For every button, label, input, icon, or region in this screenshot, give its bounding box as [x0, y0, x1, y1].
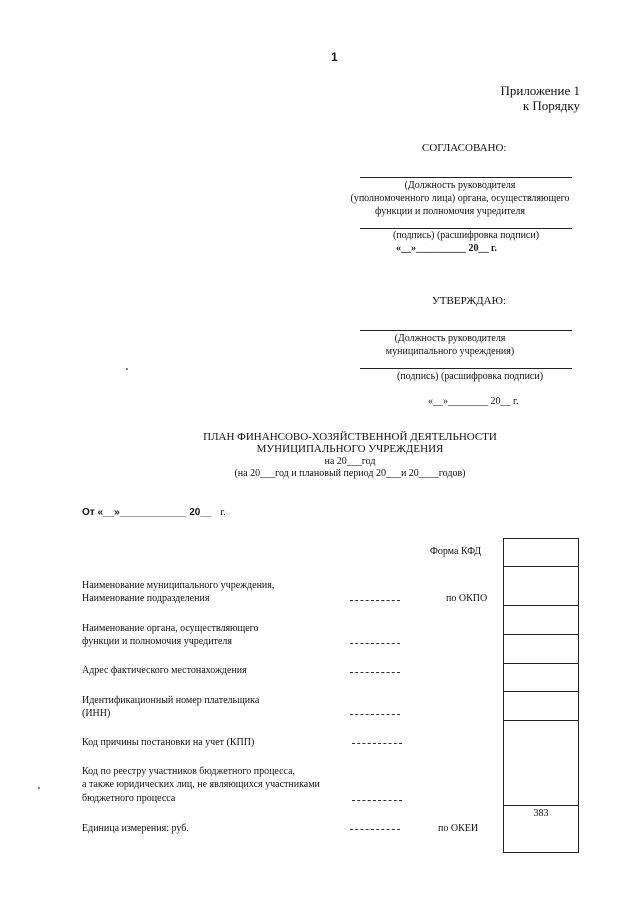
field-value-line — [350, 600, 400, 601]
appendix-line-1: Приложение 1 — [500, 83, 580, 98]
agreed-position-caption-3: функции и полномочия учредителя — [375, 206, 525, 217]
date-from-prefix: От «__»____________ 20__ — [82, 507, 212, 518]
approved-signature-caption: (подпись) (расшифровка подписи) — [396, 371, 544, 382]
field-label: Наименование подразделения — [82, 593, 210, 604]
agreed-position-line — [360, 177, 572, 178]
approved-position-caption-2: муниципального учреждения) — [385, 346, 515, 357]
approved-signature-line — [360, 368, 572, 369]
agreed-position-caption-1: (Должность руководителя — [404, 180, 516, 191]
date-from-suffix: г. — [220, 507, 226, 518]
okei-label: по ОКЕИ — [438, 823, 479, 834]
scan-dot — [38, 787, 40, 789]
form-label: Форма КФД — [430, 546, 482, 557]
field-value-line — [352, 800, 402, 801]
field-label: (ИНН) — [82, 708, 111, 719]
approved-position-caption-1: (Должность руководителя — [394, 333, 506, 344]
appendix-line-2: к Порядку — [522, 98, 580, 113]
field-label: функции и полномочия учредителя — [82, 636, 232, 647]
date-from — [82, 507, 226, 518]
agreed-position-caption-2: (уполномоченного лица) органа, осуществляющего — [350, 193, 570, 204]
scan-dot — [126, 368, 128, 370]
approved-position-line — [360, 330, 572, 331]
codes-row-divider — [503, 805, 579, 806]
field-value-line — [350, 829, 400, 830]
field-value-line — [350, 672, 400, 673]
agreed-date: «__»__________ 20__ г. — [396, 243, 497, 254]
field-label: Единица измерения: руб. — [82, 823, 189, 834]
plan-title-line-3: на 20___год — [324, 456, 376, 467]
codes-row-divider — [503, 663, 579, 664]
agreed-signature-caption: (подпись) (расшифровка подписи) — [392, 230, 540, 241]
page-number: 1 — [331, 50, 338, 64]
field-value-line — [350, 714, 400, 715]
field-label: Код по реестру участников бюджетного процесса, — [82, 766, 296, 777]
field-label: Наименование муниципального учреждения, — [82, 580, 275, 591]
plan-title-line-2: МУНИЦИПАЛЬНОГО УЧРЕЖДЕНИЯ — [256, 443, 444, 455]
approved-date: «__»________ 20__ г. — [428, 396, 519, 407]
field-label: Код причины постановки на учет (КПП) — [82, 737, 255, 748]
codes-row-divider — [503, 720, 579, 721]
plan-title-line-4: (на 20___год и плановый период 20___и 20____годов) — [234, 468, 466, 479]
field-value-line — [352, 743, 402, 744]
field-value-line — [350, 643, 400, 644]
codes-row-divider — [503, 566, 579, 567]
field-label: бюджетного процесса — [82, 793, 176, 804]
agreed-signature-line — [360, 228, 572, 229]
field-label: а также юридических лиц, не являющихся участниками — [82, 779, 320, 790]
codes-row-divider — [503, 605, 579, 606]
agreed-heading: СОГЛАСОВАНО: — [422, 142, 507, 154]
approved-heading: УТВЕРЖДАЮ: — [432, 295, 506, 307]
field-label: Идентификационный номер плательщика — [82, 695, 260, 706]
okei-code: 383 — [533, 808, 549, 819]
plan-title-line-1: ПЛАН ФИНАНСОВО-ХОЗЯЙСТВЕННОЙ ДЕЯТЕЛЬНОСТИ — [203, 431, 497, 443]
codes-row-divider — [503, 634, 579, 635]
okpo-label: по ОКПО — [446, 593, 488, 604]
field-label: Адрес фактического местонахождения — [82, 665, 247, 676]
field-label: Наименование органа, осуществляющего — [82, 623, 259, 634]
codes-row-divider — [503, 691, 579, 692]
